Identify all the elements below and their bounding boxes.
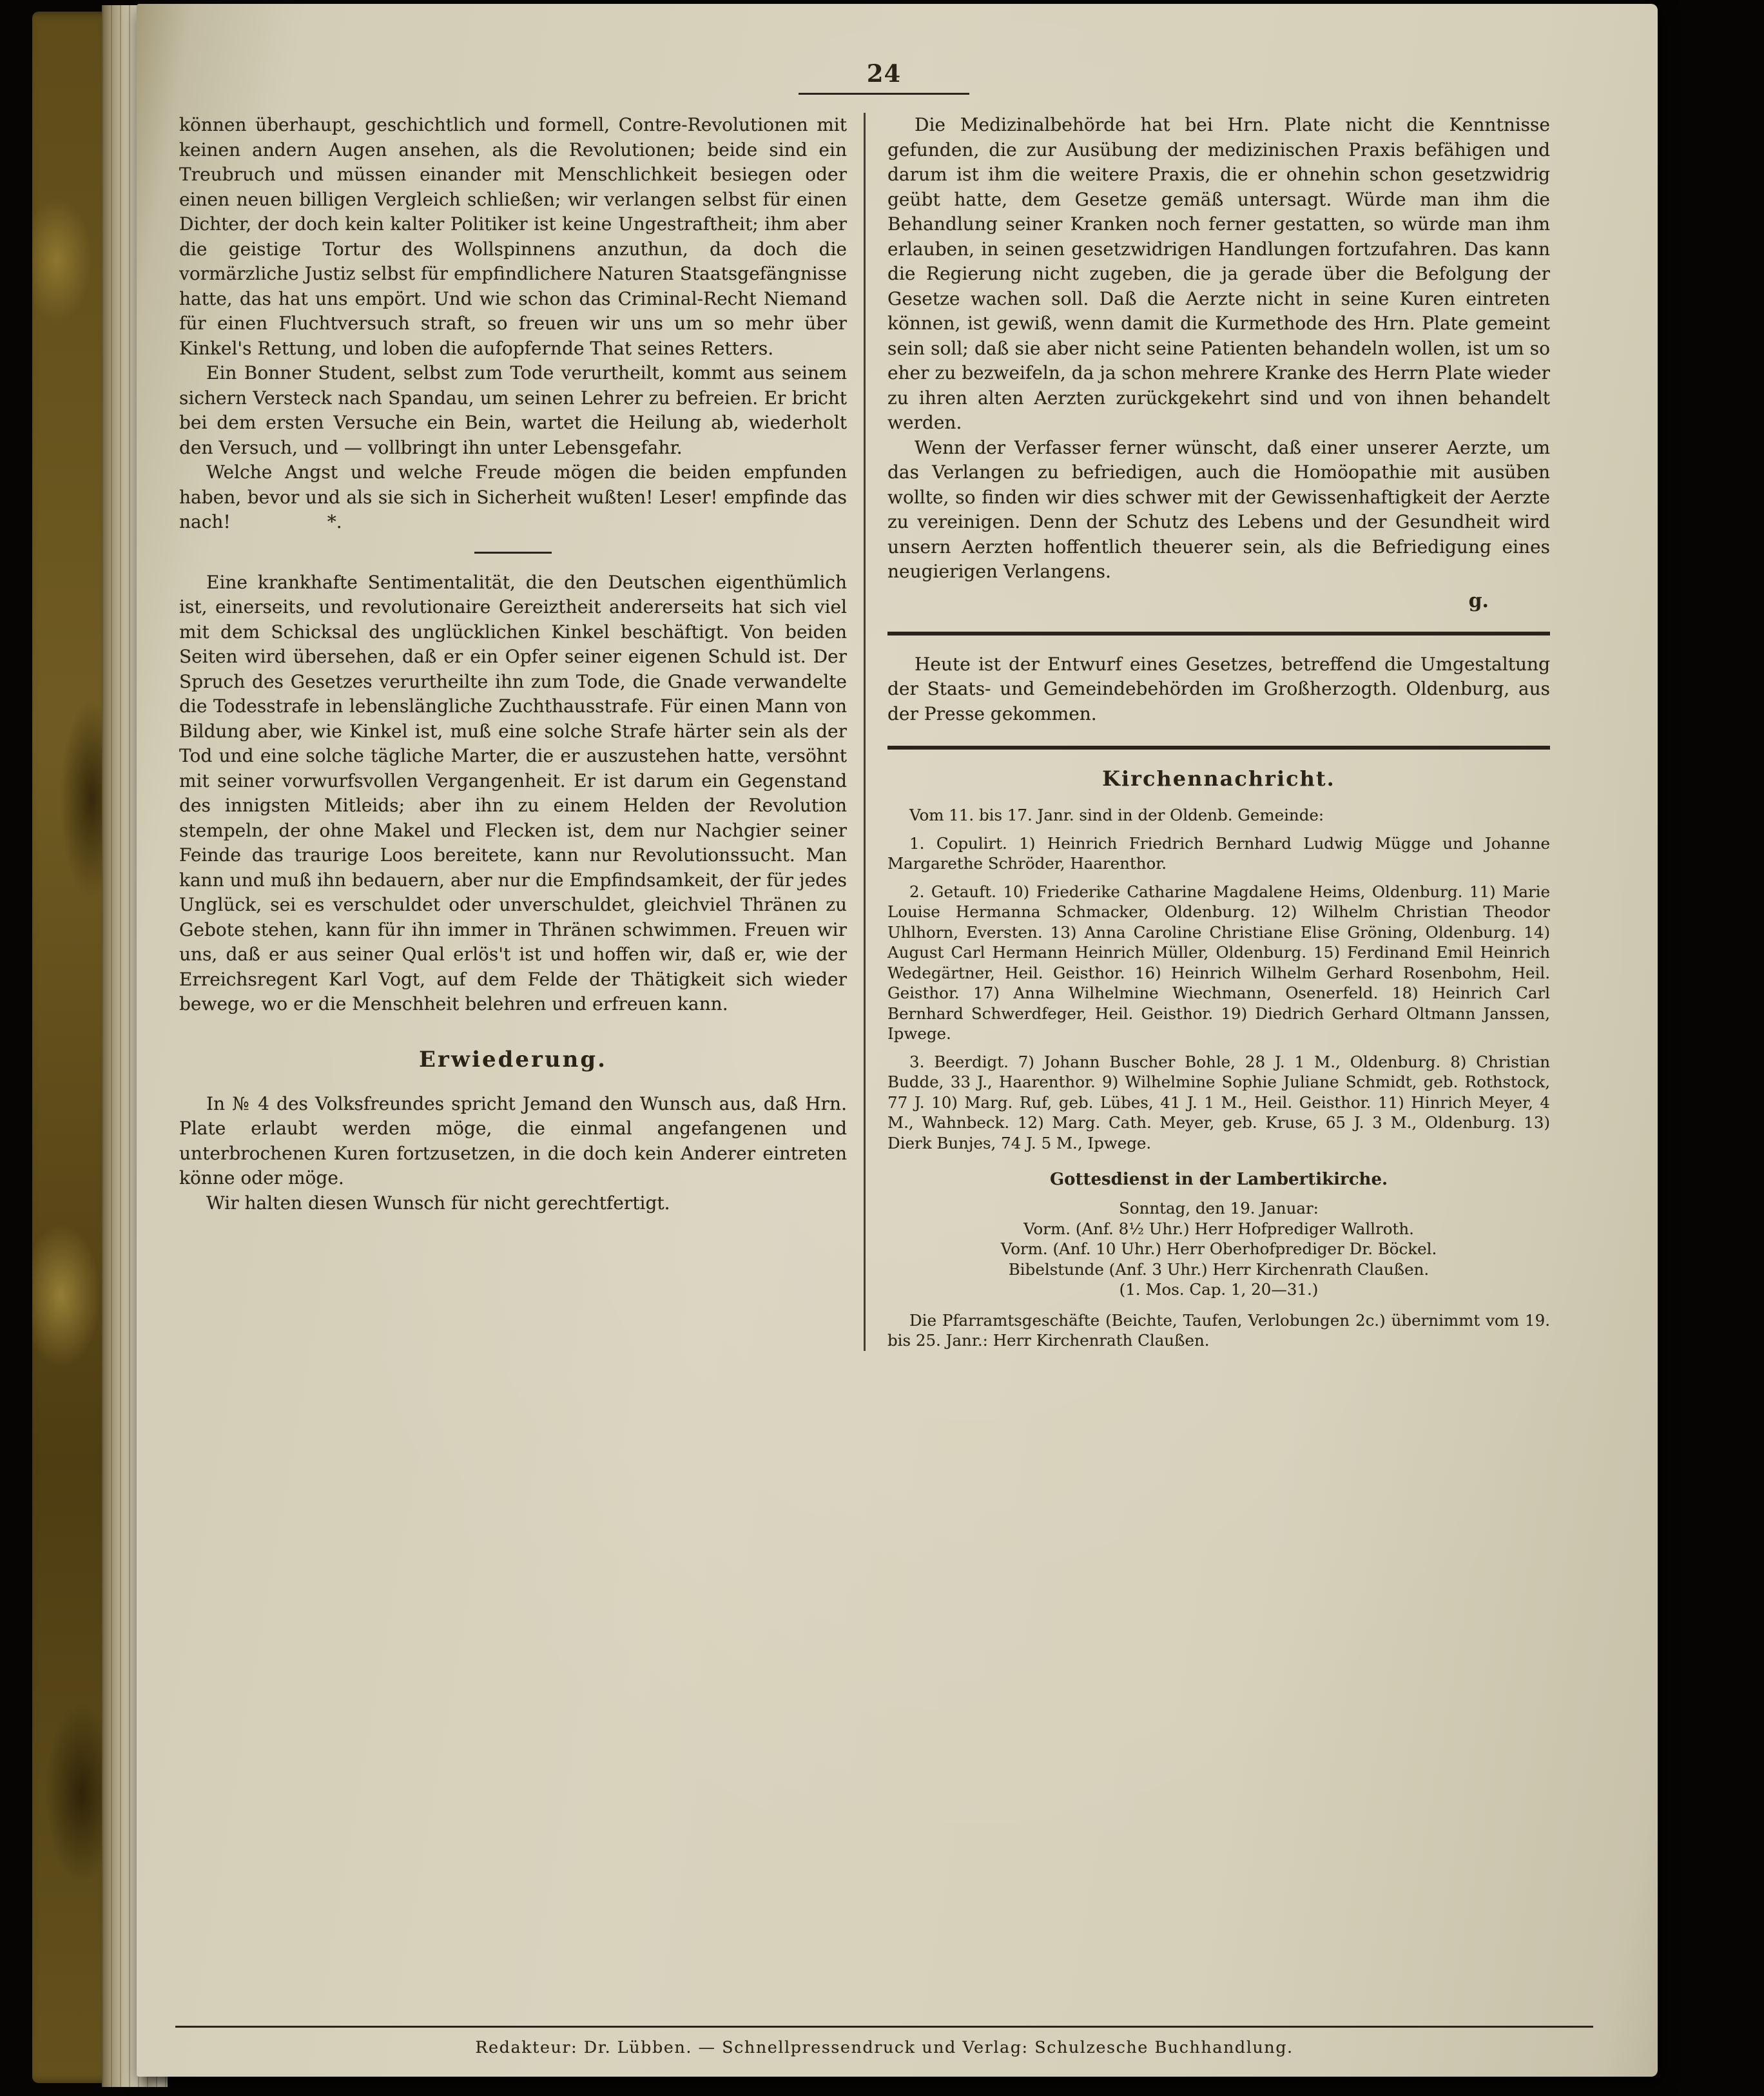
service-line: Bibelstunde (Anf. 3 Uhr.) Herr Kirchenrath Claußen. bbox=[1008, 1259, 1430, 1279]
column-divider-rule bbox=[864, 113, 866, 1351]
two-column-layout bbox=[179, 113, 1589, 1351]
double-rule bbox=[887, 632, 1550, 636]
right-column bbox=[866, 113, 1550, 1351]
left-column bbox=[179, 113, 864, 1351]
notice-paragraph: Heute ist der Entwurf eines Gesetzes, betreffend die Umgestaltung der Staats- und Gemeindebehörden im Großherzogth. Oldenburg, aus der Presse gekommen. bbox=[887, 653, 1550, 724]
church-entry-copulirt: 1. Copulirt. 1) Heinrich Friedrich Bernhard Ludwig Mügge und Johanne Margarethe Schröder, Haarenthor. bbox=[887, 833, 1550, 873]
footer-imprint: Redakteur: Dr. Lübben. — Schnellpressendruck und Verlag: Schulzesche Buchhandlung. bbox=[475, 2038, 1294, 2057]
printed-area bbox=[179, 59, 1589, 1351]
double-rule bbox=[887, 746, 1550, 750]
church-news-heading: Kirchennachricht. bbox=[1102, 766, 1335, 791]
service-line: Vorm. (Anf. 8½ Uhr.) Herr Hofprediger Wallroth. bbox=[1023, 1219, 1414, 1238]
paragraph-text: Welche Angst und welche Freude mögen die beiden empfunden haben, bevor und als sie sich in Sicherheit wußten! Leser! empfinde das nach! bbox=[179, 461, 847, 532]
paragraph bbox=[179, 460, 847, 535]
service-note: Die Pfarramtsgeschäfte (Beichte, Taufen, Verlobungen 2c.) übernimmt vom 19. bis 25. Janr.: Herr Kirchenrath Claußen. bbox=[887, 1310, 1550, 1350]
page-number-rule bbox=[799, 93, 969, 95]
service-line: Vorm. (Anf. 10 Uhr.) Herr Oberhofprediger Dr. Böckel. bbox=[1000, 1239, 1437, 1258]
section-divider-rule bbox=[474, 552, 552, 554]
asterisk-note: *. bbox=[327, 511, 342, 532]
paragraph: Die Medizinalbehörde hat bei Hrn. Plate nicht die Kenntnisse gefunden, die zur Ausübung der medizinischen Praxis befähigen und darum ist ihm die weitere Praxis, die er ohnehin schon gesetzwidrig geübt hatte, dem Gesetze gemäß untersagt. Würde man ihm die Behandlung seiner Kranken noch ferner gestatten, so würde man ihm erlauben, in seinen gesetzwidrigen Handlungen fortzufahren. Das kann die Regierung nicht zugeben, die ja gerade über die Befolgung der Gesetze wachen soll. Daß die Aerzte nicht in seine Kuren eintreten können, ist gewiß, wenn damit die Kurmethode des Hrn. Plate gemeint sein soll; daß sie aber nicht seine Patienten behandeln wollen, ist um so eher zu bezweifeln, da ja schon mehrere Kranke des Herrn Plate wieder zu ihren alten Aerzten zurückgekehrt sind und von ihnen behandelt werden. bbox=[887, 114, 1550, 433]
paragraph: Eine krankhafte Sentimentalität, die den Deutschen eigenthümlich ist, einerseits, und revolutionaire Gereiztheit andererseits hat sich viel mit dem Schicksal des unglücklichen Kinkel beschäftigt. Von beiden Seiten wird übersehen, daß er ein Opfer seiner eigenen Schuld ist. Der Spruch des Gesetzes verurtheilte ihn zum Tode, die Gnade verwandelte die Todesstrafe in lebenslängliche Zuchthausstrafe. Für einen Mann von Bildung aber, wie Kinkel ist, muß eine solche Strafe härter sein als der Tod und eine solche tägliche Marter, die er auszustehen hatte, versöhnt mit seiner vorwurfsvollen Vergangenheit. Er ist darum ein Gegenstand des innigsten Mitleids; aber ihn zu einem Helden der Revolution stempeln, der ohne Makel und Flecken ist, dem nur Nachgier seiner Feinde das traurige Loos bereitete, kann nur Revolutionssucht. Man kann und muß ihn bedauern, aber nur die Empfindsamkeit, der für jedes Unglück, sei es verschuldet oder unverschuldet, gleichviel Thränen zu Gebote stehen, kann für ihn immer in Thränen schwimmen. Freuen wir uns, daß er aus seiner Qual erlös't ist und hoffen wir, daß er, wie der Erreichsregent Karl Vogt, auf dem Felde der Thätigkeit sich wieder bewege, wo er die Menschheit belehren und erfreuen kann. bbox=[179, 571, 847, 1014]
paragraph: Wenn der Verfasser ferner wünscht, daß einer unserer Aerzte, um das Verlangen zu befriedigen, auch die Homöopathie mit ausüben wollte, so finden wir dies schwer mit der Gewissenhaftigkeit der Aerzte zu vereinigen. Denn der Schutz des Lebens und der Gesundheit wird unsern Aerzten hoffentlich theuerer sein, als die Befriedigung eines neugierigen Verlangens. bbox=[887, 436, 1550, 582]
service-line: Sonntag, den 19. Januar: bbox=[1119, 1199, 1319, 1218]
paragraph: In № 4 des Volksfreundes spricht Jemand den Wunsch aus, daß Hrn. Plate erlaubt werden möge, die einmal angefangenen und unterbrochenen Kuren fortzusetzen, in die doch kein Anderer eintreten könne oder möge. bbox=[179, 1092, 847, 1189]
page-number: 24 bbox=[866, 59, 902, 88]
paragraph: Wir halten diesen Wunsch für nicht gerechtfertigt. bbox=[206, 1192, 670, 1214]
paragraph: können überhaupt, geschichtlich und formell, Contre-Revolutionen mit keinen andern Augen ansehen, als die Revolutionen; beide sind ein Treubruch und müssen einander mit Menschlichkeit besiegen oder einen neuen billigen Vergleich schließen; wir verlangen selbst für einen Dichter, der doch kein kalter Politiker ist keine Ungestraftheit; ihm aber die geistige Tortur des Wollspinnens anzuthun, da doch die vormärzliche Justiz selbst für empfindlichere Naturen Staatsgefängnisse hatte, das hat uns empört. Und wie schon das Criminal-Recht Niemand für einen Fluchtversuch straft, so freuen wir uns um so mehr über Kinkel's Rettung, und loben die aufopfernde That seines Retters. bbox=[179, 114, 847, 359]
church-entry-beerdigt: 3. Beerdigt. 7) Johann Buscher Bohle, 28 J. 1 M., Oldenburg. 8) Christian Budde, 33 J., Haarenthor. 9) Wilhelmine Sophie Juliane Schmidt, geb. Rothstock, 77 J. 10) Marg. Ruf, geb. Lübes, 41 J. 1 M., Heil. Geisthor. 11) Hinrich Meyer, 4 M., Wahnbeck. 12) Marg. Cath. Meyer, geb. Kruse, 65 J. 3 M., Oldenburg. 13) Dierk Bunjes, 74 J. 5 M., Ipwege. bbox=[887, 1052, 1550, 1152]
church-intro: Vom 11. bis 17. Janr. sind in der Oldenb. Gemeinde: bbox=[909, 806, 1324, 824]
paragraph: Ein Bonner Student, selbst zum Tode verurtheilt, kommt aus seinem sichern Versteck nach Spandau, um seinen Lehrer zu befreien. Er bricht bei dem ersten Versuche ein Bein, wartet die Heilung ab, wiederholt den Versuch, und — vollbringt ihn unter Lebensgefahr. bbox=[179, 362, 847, 458]
service-line: (1. Mos. Cap. 1, 20—31.) bbox=[1119, 1280, 1319, 1299]
newspaper-page-scan bbox=[137, 4, 1658, 2077]
church-entry-getauft: 2. Getauft. 10) Friederike Catharine Magdalene Heims, Oldenburg. 11) Marie Louise Hermanna Schmacker, Oldenburg. 12) Wilhelm Christian Theodor Uhlhorn, Eversten. 13) Anna Caroline Christiane Elise Gröning, Oldenburg. 14) August Carl Hermann Heinrich Müller, Oldenburg. 15) Ferdinand Emil Heinrich Wedegärtner, Heil. Geisthor. 16) Heinrich Wilhelm Gerhard Rosenbohm, Heil. Geisthor. 17) Anna Wilhelmine Wiechmann, Osenerfeld. 18) Heinrich Carl Bernhard Schwerdfeger, Heil. Geisthor. 19) Diedrich Gerhard Oltmann Janssen, Ipwege. bbox=[887, 882, 1550, 1043]
footer-rule bbox=[175, 2026, 1593, 2028]
section-heading-erwiederung: Erwiederung. bbox=[418, 1046, 607, 1072]
page-footer bbox=[175, 2026, 1593, 2057]
service-heading: Gottesdienst in der Lambertikirche. bbox=[1049, 1170, 1388, 1189]
author-signature: g. bbox=[1468, 589, 1489, 612]
